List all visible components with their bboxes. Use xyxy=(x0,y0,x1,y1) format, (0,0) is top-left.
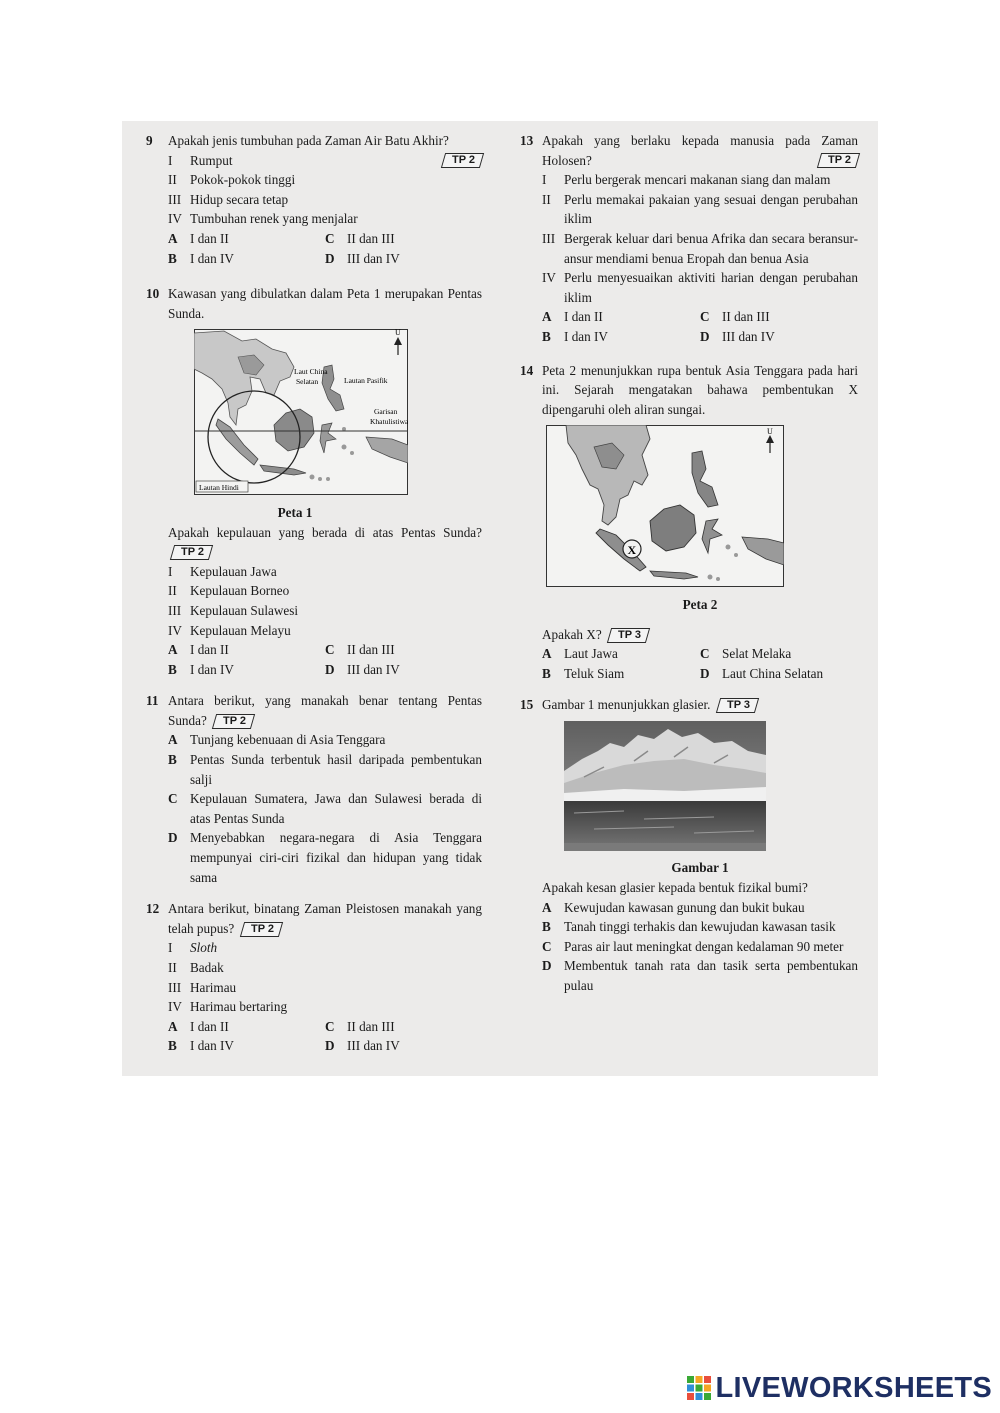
answer-option[interactable]: D Laut China Selatan xyxy=(700,665,824,681)
question-number: 12 xyxy=(146,901,160,917)
left-column xyxy=(146,131,482,1066)
question-number: 15 xyxy=(520,697,534,713)
map-label: Laut China xyxy=(294,367,328,377)
list-item: IV Perlu menyesuaikan aktiviti harian dengan perubahan iklim xyxy=(542,270,858,305)
answer-option[interactable]: B I dan IV xyxy=(542,328,608,344)
figure-caption: Peta 1 xyxy=(277,504,313,520)
question-stem: Peta 2 menunjukkan rupa bentuk Asia Tenggara pada hari ini. Sejarah mengatakan bahawa pembentukan X dipengaruhi oleh aliran sungai. xyxy=(542,362,858,417)
list-item: I Kepulauan Jawa xyxy=(168,563,277,579)
list-item: II Badak xyxy=(168,960,224,975)
answer-option[interactable]: B I dan IV xyxy=(168,1038,234,1054)
answer-option[interactable]: B Tanah tinggi terhakis dan kewujudan kawasan tasik xyxy=(542,919,836,935)
answer-option[interactable]: A Tunjang kebenuaan di Asia Tenggara xyxy=(168,732,386,748)
tp-badge: TP 2 xyxy=(212,714,255,729)
question-number: 14 xyxy=(520,362,534,378)
tp-badge: TP 2 xyxy=(239,922,282,937)
answer-row xyxy=(168,229,482,249)
question-10 xyxy=(146,284,482,679)
answer-row xyxy=(168,1036,482,1056)
north-label: U xyxy=(395,329,401,338)
question-13 xyxy=(520,131,858,347)
sub-question: Apakah kepulauan yang berada di atas Pentas Sunda? TP 2 xyxy=(168,524,482,559)
question-number: 9 xyxy=(146,133,153,148)
answer-option[interactable]: C II dan III xyxy=(325,1018,395,1034)
answer-option[interactable]: A I dan II xyxy=(168,230,229,246)
answer-row xyxy=(168,1017,482,1037)
answer-option[interactable]: C Paras air laut meningkat dengan kedalaman 90 meter xyxy=(542,938,844,954)
question-number: 13 xyxy=(520,133,534,148)
list-item: IV Tumbuhan renek yang menjalar xyxy=(168,211,358,227)
answer-option[interactable]: C II dan III xyxy=(325,230,395,246)
tp-badge: TP 2 xyxy=(817,153,860,168)
map-label: Garisan xyxy=(374,407,398,417)
liveworksheets-logo-icon xyxy=(686,1375,712,1401)
map-marker-x: X xyxy=(627,543,637,558)
map-figure xyxy=(168,329,482,501)
list-item: III Harimau xyxy=(168,979,237,995)
glacier-photo-figure xyxy=(542,721,858,857)
list-item: I Rumput TP 2 xyxy=(168,151,482,171)
map-label: Lautan Hindi xyxy=(199,483,239,493)
answer-option[interactable]: D Membentuk tanah rata dan tasik serta pembentukan pulau xyxy=(542,958,858,994)
map-label: Lautan Pasifik xyxy=(344,376,388,386)
sub-question: Apakah kesan glasier kepada bentuk fizikal bumi? xyxy=(542,880,808,896)
question-stem: Apakah jenis tumbuhan pada Zaman Air Batu Akhir? xyxy=(168,133,449,148)
glacier-photo xyxy=(564,721,766,851)
figure-caption: Gambar 1 xyxy=(671,860,729,876)
tp-badge: TP 3 xyxy=(716,698,759,713)
question-stem: Apakah yang berlaku kepada manusia pada Zaman Holosen? TP 2 xyxy=(542,131,858,170)
question-number: 10 xyxy=(146,286,160,302)
answer-row xyxy=(168,660,482,680)
answer-option[interactable]: A I dan II xyxy=(168,642,229,658)
answer-option[interactable]: D III dan IV xyxy=(700,328,775,344)
answer-row xyxy=(168,249,482,269)
list-item: III Hidup secara tetap xyxy=(168,191,289,207)
map-peta-2 xyxy=(546,425,784,587)
answer-option[interactable]: C Kepulauan Sumatera, Jawa dan Sulawesi berada di atas Pentas Sunda xyxy=(168,791,482,826)
answer-option[interactable]: C II dan III xyxy=(325,642,395,658)
sub-question: Apakah X? TP 3 xyxy=(542,625,858,645)
answer-option[interactable]: B Pentas Sunda terbentuk hasil daripada pembentukan salji xyxy=(168,752,482,787)
answer-option[interactable]: A Kewujudan kawasan gunung dan bukit bukau xyxy=(542,899,805,915)
list-item: III Bergerak keluar dari benua Afrika dan secara beransur-ansur mendiami benua Eropah dan benua Asia xyxy=(542,230,858,266)
map-label: Khatulistiwa xyxy=(370,417,408,427)
map-peta-1 xyxy=(194,329,408,495)
figure-caption: Peta 2 xyxy=(682,596,718,612)
list-item: II Pokok-pokok tinggi xyxy=(168,172,296,188)
answer-row xyxy=(542,664,858,684)
list-item: II Kepulauan Borneo xyxy=(168,583,290,599)
tp-badge: TP 2 xyxy=(441,153,484,168)
list-item: III Kepulauan Sulawesi xyxy=(168,602,299,618)
list-item: IV Kepulauan Melayu xyxy=(168,622,291,638)
answer-option[interactable]: C II dan III xyxy=(700,309,770,325)
right-column xyxy=(520,131,858,1006)
question-15 xyxy=(520,695,858,995)
list-item: II Perlu memakai pakaian yang sesuai dengan perubahan iklim xyxy=(542,191,858,227)
answer-row xyxy=(542,307,858,327)
answer-option[interactable]: D III dan IV xyxy=(325,661,400,677)
question-number: 11 xyxy=(146,693,159,709)
answer-option[interactable]: B I dan IV xyxy=(168,661,234,677)
question-stem: Gambar 1 menunjukkan glasier. TP 3 xyxy=(542,695,858,715)
question-stem: Antara berikut, yang manakah benar tentang Pentas Sunda? TP 2 xyxy=(168,693,482,728)
map-label: Selatan xyxy=(296,377,319,387)
scanned-page xyxy=(122,121,878,1076)
answer-option[interactable]: A I dan II xyxy=(542,309,603,325)
question-12 xyxy=(146,899,482,1056)
answer-option[interactable]: D III dan IV xyxy=(325,1038,400,1054)
answer-row xyxy=(542,327,858,347)
answer-option[interactable]: A I dan II xyxy=(168,1018,229,1034)
question-11 xyxy=(146,691,482,887)
answer-row xyxy=(168,640,482,660)
question-14 xyxy=(520,361,858,684)
north-label: U xyxy=(767,427,773,437)
answer-option[interactable]: D III dan IV xyxy=(325,250,400,266)
brand-text[interactable]: LIVEWORKSHEETS xyxy=(715,1371,992,1404)
tp-badge: TP 2 xyxy=(170,545,213,560)
list-item: I Sloth xyxy=(168,940,218,956)
list-item: IV Harimau bertaring xyxy=(168,999,288,1015)
answer-option[interactable]: B I dan IV xyxy=(168,250,234,266)
answer-option[interactable]: B Teluk Siam xyxy=(542,665,625,681)
list-item: I Perlu bergerak mencari makanan siang dan malam xyxy=(542,172,831,188)
question-9 xyxy=(146,131,482,268)
map-figure xyxy=(542,425,858,593)
answer-option[interactable]: A Laut Jawa xyxy=(542,646,618,662)
answer-row xyxy=(542,644,858,664)
tp-badge: TP 3 xyxy=(607,628,650,643)
answer-option[interactable]: D Menyebabkan negara-negara di Asia Tenggara mempunyai ciri-ciri fizikal dan hidupan yang tidak sama xyxy=(168,830,482,885)
question-stem: Antara berikut, binatang Zaman Pleistosen manakah yang telah pupus? TP 2 xyxy=(168,901,482,936)
liveworksheets-footer xyxy=(686,1371,993,1405)
question-stem: Kawasan yang dibulatkan dalam Peta 1 merupakan Pentas Sunda. xyxy=(168,286,482,321)
answer-option[interactable]: C Selat Melaka xyxy=(700,646,792,662)
